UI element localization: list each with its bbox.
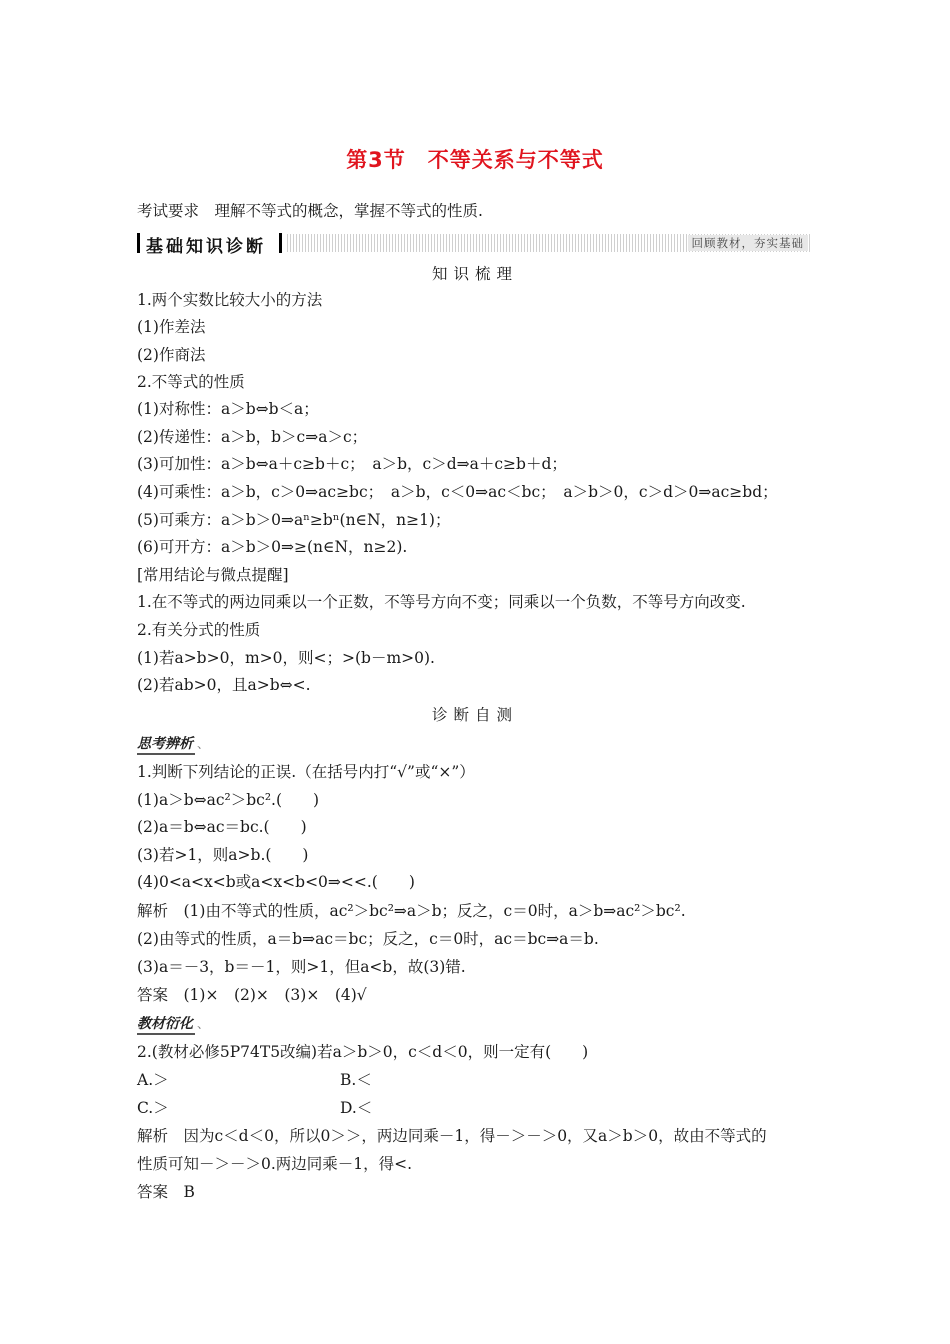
- knowledge-line: (5)可乘方：a＞b＞0⇒aⁿ≥bⁿ(n∈N，n≥1)；: [137, 511, 451, 529]
- knowledge-line: (4)可乘性：a＞b，c＞0⇒ac≥bc； a＞b，c＜0⇒ac＜bc； a＞b＞0，c＞d＞0⇒ac≥bd；: [137, 483, 778, 501]
- section-heading-knowledge: 知识梳理: [431, 265, 518, 283]
- diagnosis-line: (4)0<a<x<b或a<x<b<0⇒<<.( ): [137, 873, 415, 891]
- diagnosis-line: (1)a＞b⇔ac²＞bc².( ): [137, 791, 320, 809]
- section-banner: [137, 231, 810, 255]
- diagnosis-line: (2)a＝b⇔ac＝bc.( ): [137, 818, 307, 836]
- knowledge-line: (1)对称性：a＞b⇔b＜a；: [137, 400, 319, 418]
- knowledge-line: 1.在不等式的两边同乘以一个正数，不等号方向不变；同乘以一个负数，不等号方向改变.: [137, 593, 746, 611]
- option-d: D.＜: [340, 1099, 373, 1117]
- option-c: C.＞: [137, 1099, 169, 1117]
- analysis-line: 性质可知－＞－＞0.两边同乘－1，得<.: [137, 1155, 413, 1173]
- knowledge-line: (1)作差法: [137, 318, 206, 336]
- diagnosis-answer: 答案 (1)× (2)× (3)× (4)√: [137, 986, 367, 1004]
- knowledge-line: 2.不等式的性质: [137, 373, 245, 391]
- tag-thinking-analysis: [137, 733, 209, 753]
- banner-divider: [279, 233, 282, 253]
- tag-label: 思考辨析: [137, 736, 195, 755]
- knowledge-line: (2)作商法: [137, 346, 206, 364]
- page-title: 第3节 不等关系与不等式: [346, 148, 604, 172]
- section-heading-diagnosis: 诊断自测: [431, 706, 518, 724]
- question-answer: 答案 B: [137, 1183, 195, 1201]
- tag-mark: 、: [197, 737, 210, 751]
- knowledge-line: (1)若a>b>0，m>0，则<；>(b－m>0).: [137, 649, 435, 667]
- knowledge-line: (2)传递性：a＞b，b＞c⇒a＞c；: [137, 428, 368, 446]
- question-stem: 2.(教材必修5P74T5改编)若a＞b＞0，c＜d＜0，则一定有( ): [137, 1043, 589, 1061]
- option-b: B.＜: [340, 1071, 372, 1089]
- knowledge-line: (6)可开方：a＞b＞0⇒≥(n∈N，n≥2).: [137, 538, 408, 556]
- knowledge-line: 2.有关分式的性质: [137, 621, 261, 639]
- diagnosis-line: (3)若>1，则a>b.( ): [137, 846, 309, 864]
- diagnosis-line: 1.判断下列结论的正误.（在括号内打“√”或“×”）: [137, 763, 475, 781]
- knowledge-line: [常用结论与微点提醒]: [137, 566, 289, 584]
- tag-label: 教材衍化: [137, 1016, 195, 1035]
- tag-mark: 、: [197, 1017, 210, 1031]
- tag-textbook-derivation: [137, 1013, 209, 1033]
- knowledge-line: 1.两个实数比较大小的方法: [137, 291, 323, 309]
- exam-requirement: 考试要求 理解不等式的概念，掌握不等式的性质.: [137, 202, 483, 220]
- knowledge-line: (2)若ab>0，且a>b⇔<.: [137, 676, 311, 694]
- diagnosis-line: (2)由等式的性质，a＝b⇒ac＝bc；反之，c＝0时，ac＝bc⇒a＝b.: [137, 930, 599, 948]
- banner-left-bar: [137, 233, 140, 253]
- knowledge-line: (3)可加性：a＞b⇔a＋c≥b＋c； a＞b，c＞d⇒a＋c≥b＋d；: [137, 455, 567, 473]
- analysis-line: 解析 因为c＜d＜0，所以0＞＞，两边同乘－1，得－＞－＞0，又a＞b＞0，故由不等式的: [137, 1127, 767, 1145]
- diagnosis-line: (3)a＝－3，b＝－1，则>1，但a<b，故(3)错.: [137, 958, 466, 976]
- option-a: A.＞: [137, 1071, 169, 1089]
- banner-right-label: 回顾教材，夯实基础: [688, 235, 809, 251]
- banner-label: 基础知识诊断: [146, 237, 266, 257]
- diagnosis-line: 解析 (1)由不等式的性质，ac²＞bc²⇒a＞b；反之，c＝0时，a＞b⇒ac²＞bc².: [137, 902, 686, 920]
